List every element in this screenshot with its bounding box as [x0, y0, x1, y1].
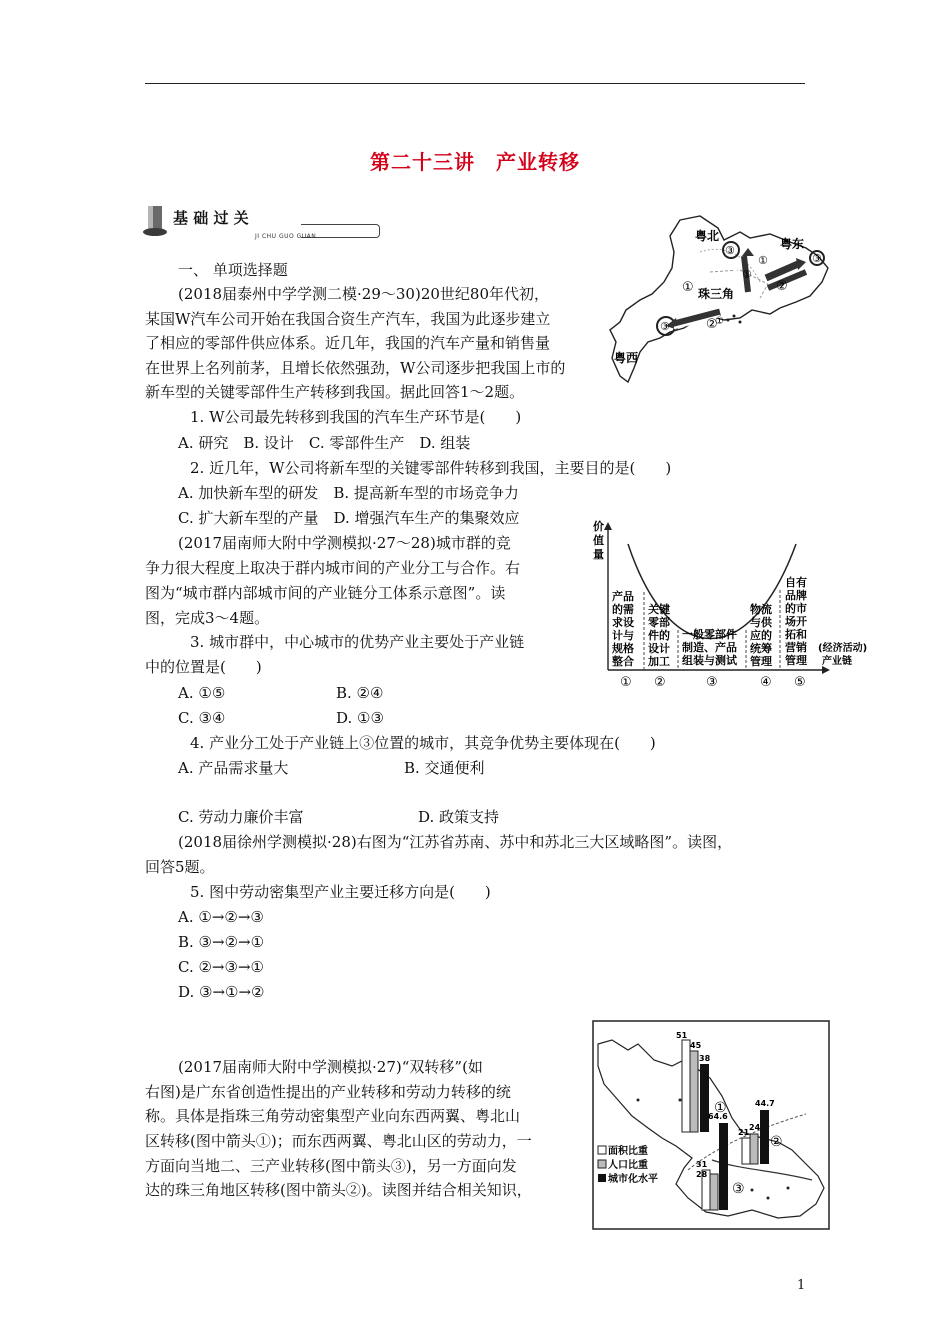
gd-num: ③	[812, 252, 822, 265]
section-badge	[143, 204, 383, 246]
page-number: 1	[797, 1278, 806, 1293]
stage-3-text: 一般零部件制造、产品组装与测试	[682, 628, 737, 667]
bar-south-pop	[710, 1174, 718, 1210]
bar-north-urban	[700, 1064, 709, 1132]
industry-chain-chart	[590, 520, 895, 692]
badge-pinyin: JI CHU GUO GUAN	[255, 233, 317, 240]
gd-num: ①	[682, 280, 694, 295]
text-line: 称。具体是指珠三角劳动密集型产业向东西两翼、粤北山	[145, 1107, 521, 1125]
option-3b: B. ②④	[336, 684, 384, 702]
label-south-urban: 64.6	[708, 1112, 728, 1121]
bar-middle-urban	[760, 1110, 769, 1164]
chain-y-label-2: 值	[593, 534, 604, 547]
stage-num-3: ③	[706, 675, 718, 690]
text-line: 达的珠三角地区转移(图中箭头②)。读图并结合相关知识，	[145, 1181, 532, 1199]
option-4a: A. 产品需求量大	[178, 759, 289, 777]
text-line: 在世界上名列前茅，且增长依然强劲，W公司逐步把我国上市的	[145, 359, 566, 377]
bar-south-urban	[719, 1123, 728, 1210]
gd-num: ①	[758, 254, 768, 267]
text-line: 区转移(图中箭头①)；而东西两翼、粤北山区的劳动力，一	[145, 1132, 532, 1150]
hat-icon	[143, 204, 169, 238]
option-4d: D. 政策支持	[418, 808, 500, 826]
bar-north-pop	[690, 1051, 698, 1132]
options-2a: A. 加快新车型的研发 B. 提高新车型的市场竞争力	[178, 484, 519, 502]
option-4c: C. 劳动力廉价丰富	[178, 808, 304, 826]
text-line: 了相应的零部件供应体系。近几年，我国的汽车产量和销售量	[145, 334, 551, 352]
guangdong-map	[600, 212, 840, 390]
option-5c: C. ②→③→①	[178, 958, 264, 976]
chain-x-note: (经济活动)	[818, 643, 868, 654]
chain-y-label-1: 价	[593, 520, 604, 533]
bar-north-area	[682, 1040, 690, 1132]
region-num-3: ③	[732, 1181, 745, 1197]
question-2: 2. 近几年，W公司将新车型的关键零部件转移到我国，主要目的是( )	[190, 459, 672, 477]
text-line: 方面向当地二、三产业转移(图中箭头③)，另一方面向发	[145, 1157, 517, 1175]
gd-num: ③	[725, 244, 735, 257]
legend-pop: 人口比重	[608, 1160, 648, 1171]
badge-title: 基 础 过 关	[173, 209, 249, 227]
page-title: 第二十三讲 产业转移	[370, 150, 580, 174]
gd-num: ①	[715, 316, 724, 327]
bar-middle-pop	[750, 1134, 758, 1164]
stage-4-text: 物流与供应的统筹管理	[750, 603, 772, 668]
label-middle-area: 21	[738, 1128, 750, 1137]
bar-middle-area	[742, 1138, 750, 1164]
stage-num-5: ⑤	[794, 675, 806, 690]
text-line: 某国W汽车公司开始在我国合资生产汽车，我国为此逐步建立	[145, 310, 551, 328]
stage-num-2: ②	[654, 675, 666, 690]
question-5: 5. 图中劳动密集型产业主要迁移方向是( )	[190, 883, 491, 901]
text-line: 图，完成3～4题。	[145, 609, 270, 627]
legend-urban: 城市化水平	[608, 1174, 658, 1185]
text-line: 一、 单项选择题	[178, 261, 288, 279]
region-num-2: ②	[770, 1134, 783, 1150]
legend-area: 面积比重	[608, 1146, 648, 1157]
gd-label-east: 粤东	[780, 237, 805, 251]
option-3d: D. ①③	[336, 709, 384, 727]
gd-label-west: 粤西	[614, 351, 639, 365]
text-line: (2017届南师大附中学测模拟·27～28)城市群的竞	[178, 534, 511, 552]
option-4b: B. 交通便利	[404, 759, 485, 777]
text-line: 新车型的关键零部件生产转移到我国。据此回答1～2题。	[145, 383, 525, 401]
chain-y-label-3: 量	[593, 548, 604, 561]
option-5d: D. ③→①→②	[178, 983, 265, 1001]
gd-num: ①	[742, 268, 752, 281]
chain-x-label: 产业链	[822, 656, 852, 667]
stage-num-1: ①	[620, 675, 632, 690]
jiangsu-map	[592, 1020, 830, 1230]
question-4: 4. 产业分工处于产业链上③位置的城市，其竞争优势主要体现在( )	[190, 734, 656, 752]
question-3: 3. 城市群中，中心城市的优势产业主要处于产业链	[190, 633, 525, 651]
option-5a: A. ①→②→③	[178, 908, 264, 926]
text-line: 右图)是广东省创造性提出的产业转移和劳动力转移的统	[145, 1083, 511, 1101]
stage-1-text: 产品的需求设计与规格整合	[612, 590, 634, 668]
label-north-urban: 38	[699, 1054, 711, 1063]
text-line: 图为“城市群内部城市间的产业链分工体系示意图”。读	[145, 584, 506, 602]
option-3c: C. ③④	[178, 709, 226, 727]
stage-num-4: ④	[760, 675, 772, 690]
question-1: 1. W公司最先转移到我国的汽车生产环节是( )	[190, 408, 522, 426]
gd-arrow	[734, 260, 740, 296]
text-line: (2018届泰州中学学测二模·29～30)20世纪80年代初，	[178, 285, 549, 303]
option-5b: B. ③→②→①	[178, 933, 265, 951]
text-line: 中的位置是( )	[145, 658, 262, 676]
label-middle-urban: 44.7	[755, 1099, 775, 1108]
label-north-area: 51	[676, 1031, 688, 1040]
label-middle-pop: 24	[749, 1123, 761, 1132]
text-line: 回答5题。	[145, 858, 215, 876]
gd-num: ②	[776, 279, 788, 294]
gd-num: ②	[706, 317, 718, 332]
header-rule	[145, 83, 805, 84]
text-line: (2018届徐州学测模拟·28)右图为“江苏省苏南、苏中和苏北三大区域略图”。读图，	[178, 833, 733, 851]
text-line: (2017届南师大附中学测模拟·27)“双转移”(如	[178, 1058, 483, 1076]
option-3a: A. ①⑤	[178, 684, 226, 702]
stage-5-text: 自有品牌的市场开拓和营销管理	[785, 576, 807, 667]
label-north-pop: 45	[690, 1041, 702, 1050]
label-south-area: 31	[696, 1160, 708, 1169]
label-south-pop: 28	[696, 1170, 708, 1179]
text-line: 争力很大程度上取决于群内城市间的产业分工与合作。右	[145, 559, 521, 577]
options-1: A. 研究 B. 设计 C. 零部件生产 D. 组装	[178, 434, 471, 452]
region-num-1: ①	[714, 1100, 727, 1116]
gd-label-prd: 珠三角	[698, 287, 735, 301]
options-2b: C. 扩大新车型的产量 D. 增强汽车生产的集聚效应	[178, 509, 520, 527]
gd-num: ③	[660, 320, 670, 333]
gd-label-north: 粤北	[695, 229, 720, 243]
stage-2-text: 关键零部件的设计加工	[648, 603, 670, 668]
